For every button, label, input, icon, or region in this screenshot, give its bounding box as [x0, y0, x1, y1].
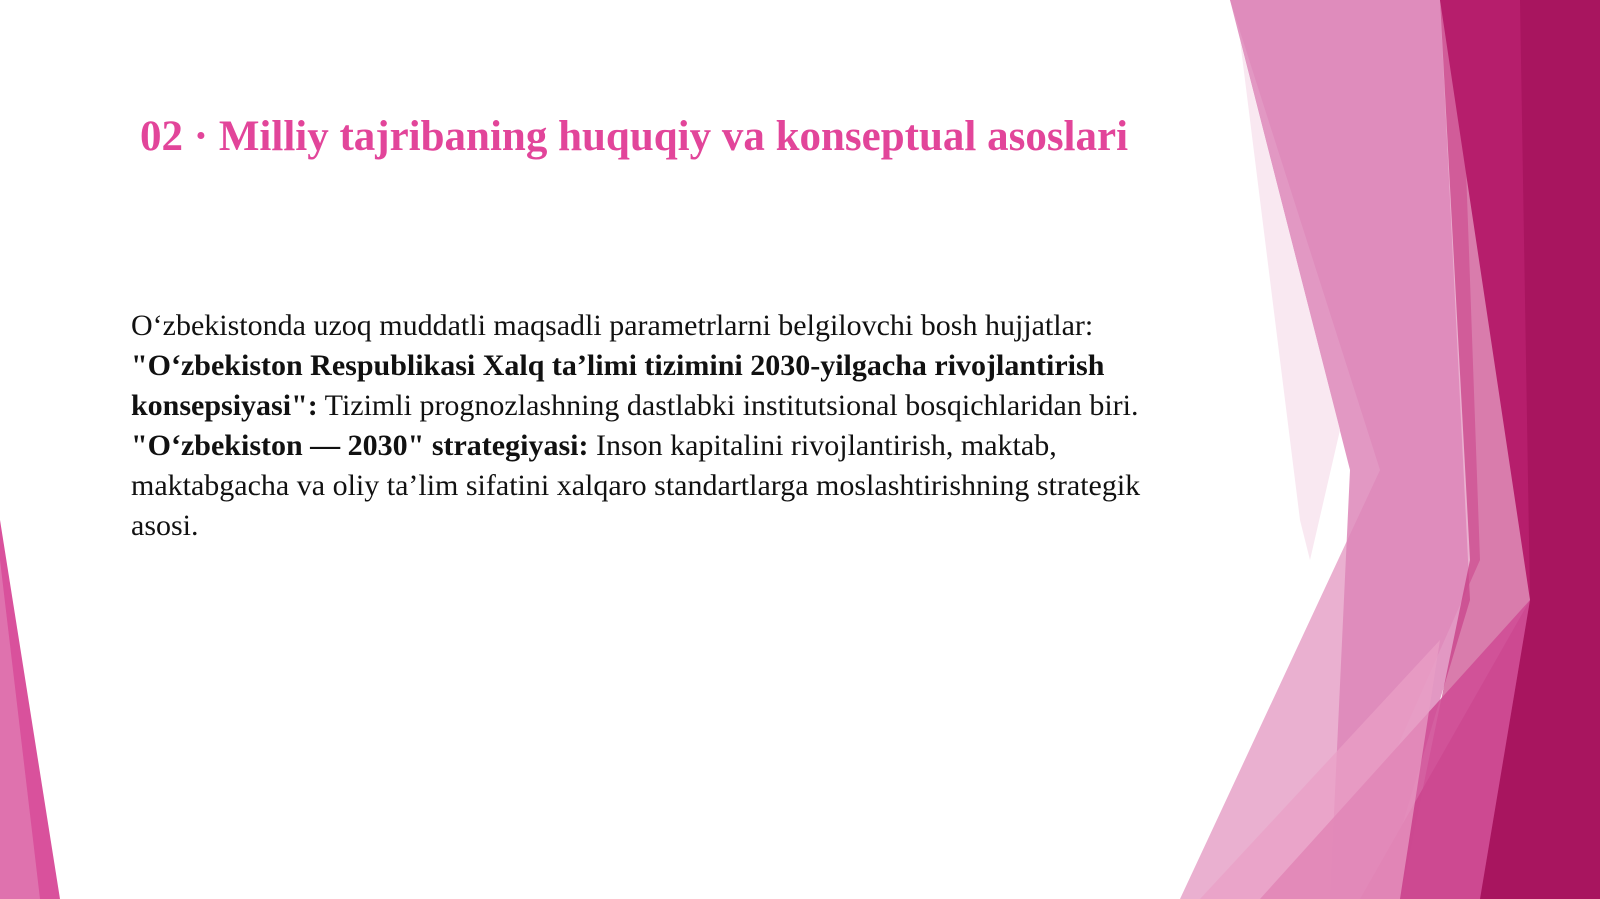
- document-item-text: Tizimli prognozlashning dastlabki institutsional bosqichlaridan biri.: [317, 389, 1139, 422]
- slide-body: [131, 306, 1211, 546]
- document-item-text: Inson kapitalini rivojlantirish, maktab, maktabgacha va oliy ta’lim sifatini xalqaro standartlarga moslashtirishning strategik asosi.: [131, 429, 1141, 542]
- document-item: [131, 426, 1211, 546]
- intro-text: O‘zbekistonda uzoq muddatli maqsadli parametrlarni belgilovchi bosh hujjatlar:: [131, 309, 1094, 342]
- document-item-label: "O‘zbekiston — 2030" strategiyasi:: [131, 429, 589, 462]
- document-item: [131, 346, 1211, 426]
- document-item-label: "O‘zbekiston Respublikasi Xalq ta’limi tizimini 2030-yilgacha rivojlantirish konsepsiyasi":: [131, 349, 1105, 422]
- slide-title: 02 · Milliy tajribaning huquqiy va konseptual asoslari: [140, 113, 1129, 160]
